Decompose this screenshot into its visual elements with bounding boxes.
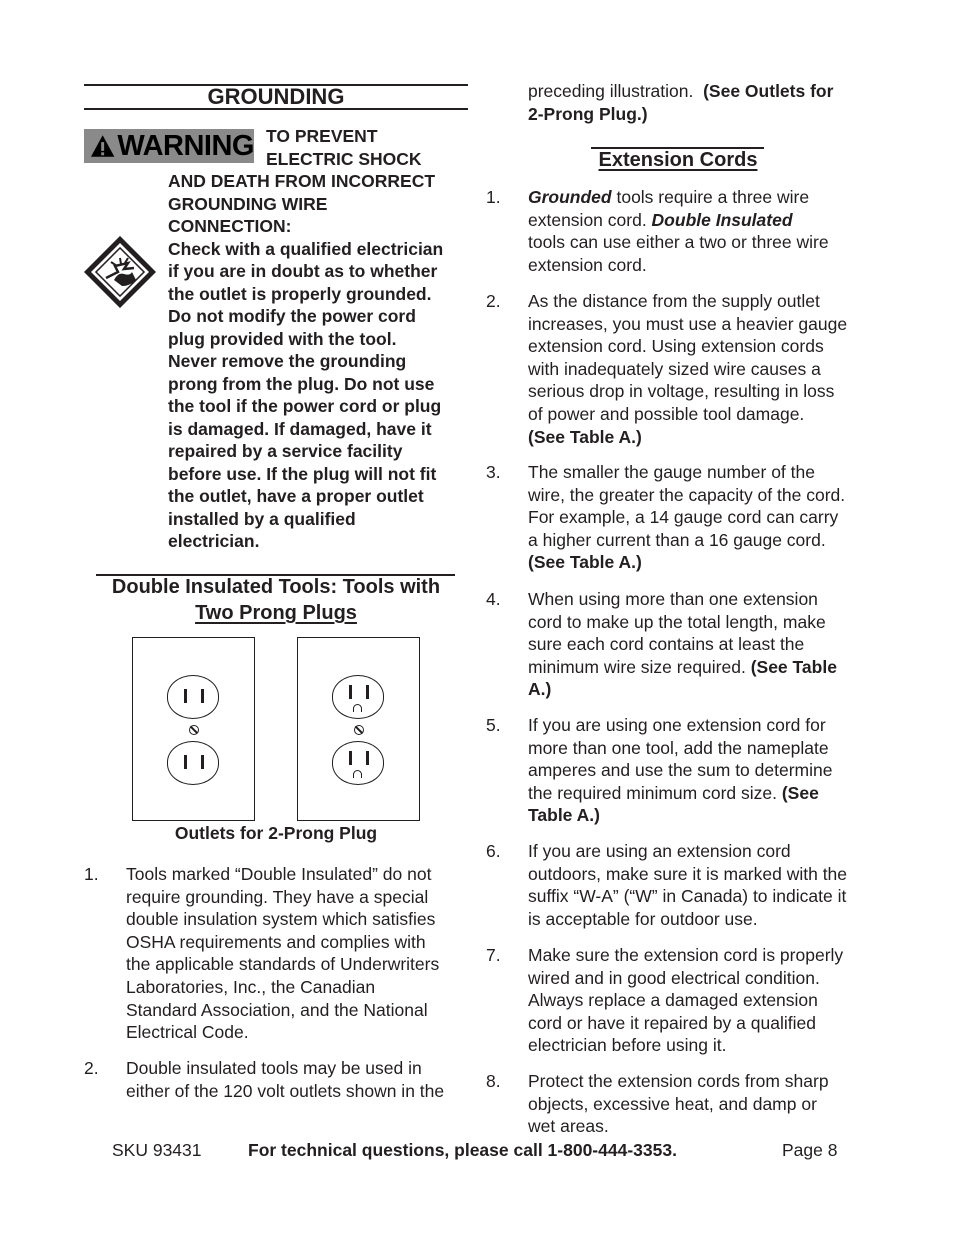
double-insulated-title-line1: Double Insulated Tools: Tools with [111, 576, 441, 598]
item-number: 2. [486, 291, 501, 311]
item-text: a higher current than a 16 gauge cord. [528, 529, 826, 550]
item-body [528, 714, 832, 827]
ground-hole [353, 770, 362, 778]
item-text: electrician before using it. [528, 1035, 727, 1056]
item-text: require grounding. They have a special [126, 886, 429, 907]
item-number: 8. [486, 1071, 501, 1091]
warning-body-line: repaired by a service facility [168, 441, 403, 461]
item-text: the required minimum cord size. [528, 782, 782, 803]
item-line [126, 999, 439, 1022]
item-text: If you are using an extension cord [528, 841, 791, 861]
item-text: either of the 120 volt outlets shown in the [126, 1080, 445, 1101]
warning-lead-line: TO PREVENT [266, 126, 378, 146]
warning-lead [266, 125, 422, 170]
slot-narrow [201, 689, 204, 703]
double-insulated-title-line2: Two Prong Plugs [195, 602, 357, 624]
see-table-reference: (See Table A.) [528, 552, 642, 573]
item-text: outdoors, make sure it is marked with the [528, 863, 848, 884]
item-text: Laboratories, Inc., the Canadian [126, 976, 376, 997]
item-text: Double insulated tools may be used in [126, 1058, 422, 1078]
item-text: wire, the greater the capacity of the cord. [528, 484, 846, 505]
continuation-bold-line: 2-Prong Plug.) [528, 103, 648, 124]
receptacle-bottom [332, 741, 384, 785]
slot-narrow [366, 685, 369, 699]
item-line [528, 484, 845, 507]
slot-narrow [349, 751, 352, 765]
continuation-line [528, 80, 833, 103]
item-text: Tools marked “Double Insulated” do not [126, 864, 432, 884]
item-line [528, 1115, 829, 1138]
item-line [528, 1034, 843, 1057]
item-line [528, 1070, 829, 1093]
warning-body-line: the outlet, have a proper outlet [168, 486, 424, 506]
item-line [126, 886, 439, 909]
footer-technical-questions: For technical questions, please call 1-800-444-3353. [248, 1140, 677, 1160]
item-line: tools can use either a two or three wire [528, 232, 829, 253]
footer-sku: SKU 93431 [112, 1140, 202, 1160]
warning-body-line: electrician. [168, 531, 260, 551]
warning-body-line: installed by a qualified [168, 508, 356, 529]
item-text: Make sure the extension cord is properly [528, 945, 844, 965]
see-table-reference: (See Table A.) [528, 426, 642, 447]
item-text: serious drop in voltage, resulting in loss [528, 381, 835, 402]
receptacle-top [332, 675, 384, 719]
item-number: 1. [486, 187, 501, 207]
item-text: with inadequately sized wire causes a [528, 358, 821, 379]
figure-caption: Outlets for 2-Prong Plug [174, 823, 378, 843]
warning-body-line: is damaged. If damaged, have it [168, 418, 432, 439]
warning-body-line: the tool if the power cord or plug [168, 396, 442, 416]
item-text: Always replace a damaged extension [528, 990, 818, 1011]
item-line [528, 863, 847, 886]
warning-body-line: Check with a qualified electrician [168, 238, 444, 259]
warning-body-line: the outlet is properly grounded. [168, 283, 432, 304]
warning-body-line: CONNECTION: [168, 216, 292, 236]
item-text: is acceptable for outdoor use. [528, 908, 758, 929]
item-text: more than one tool, add the nameplate [528, 737, 829, 758]
warning-body-line: if you are in doubt as to whether [168, 261, 438, 281]
item-number: 5. [486, 715, 501, 735]
item-text: For example, a 14 gauge cord can carry [528, 507, 839, 528]
item-text: of power and possible tool damage. [528, 403, 805, 424]
item-text: tools require a three wire [611, 187, 810, 207]
item-line [528, 782, 832, 805]
item-line [126, 908, 439, 931]
see-table-reference: Table A.) [528, 805, 600, 826]
item-text: If you are using one extension cord for [528, 715, 826, 735]
item-text: Standard Association, and the National [126, 999, 428, 1020]
item-line [528, 186, 829, 209]
item-line [528, 403, 847, 426]
item-line [528, 989, 843, 1012]
item-body [528, 186, 829, 276]
warning-body-line: AND DEATH FROM INCORRECT [168, 171, 436, 191]
warning-triangle-icon [90, 134, 115, 158]
item-line [528, 885, 847, 908]
receptacle-bottom [167, 741, 219, 785]
plate-screw [189, 725, 199, 735]
item-number: 3. [486, 462, 501, 482]
item-number: 7. [486, 945, 501, 965]
outlet-plate-two-prong [132, 637, 255, 821]
item-body [126, 863, 439, 1044]
item-line [528, 1012, 843, 1035]
item-text: wet areas. [528, 1116, 609, 1137]
plate-screw [354, 725, 364, 735]
item-body [528, 944, 843, 1057]
warning-badge [84, 129, 254, 163]
item-line [528, 506, 845, 529]
double-insulated-title [84, 574, 468, 626]
item-body [126, 1057, 444, 1102]
item-line [528, 656, 837, 679]
item-line [126, 1057, 444, 1080]
slot-narrow [184, 755, 187, 769]
item-text: Electrical Code. [126, 1022, 249, 1043]
item-line [528, 759, 832, 782]
item-text: the applicable standards of Underwriters [126, 954, 440, 975]
extension-cords-title: Extension Cords [598, 149, 758, 171]
item-text: suffix “W-A” (“W” in Canada) to indicate it [528, 886, 847, 907]
item-line [528, 633, 837, 656]
item-number: 1. [84, 864, 99, 884]
slot-narrow [366, 751, 369, 765]
item-line [528, 737, 832, 760]
item-number: 6. [486, 841, 501, 861]
double-insulated-term: Double Insulated [651, 209, 793, 230]
see-table-reference: (See [781, 782, 819, 803]
grounded-term: Grounded [528, 187, 612, 207]
item-number: 4. [486, 589, 501, 609]
item-line [528, 611, 837, 634]
slot-narrow [184, 689, 187, 703]
item-body [528, 1070, 829, 1138]
item-body [528, 588, 837, 701]
warning-body-line: GROUNDING WIRE [168, 193, 328, 214]
item-line [126, 976, 439, 999]
item-line [126, 863, 439, 886]
item-text: increases, you must use a heavier gauge [528, 313, 848, 334]
continuation-text [528, 80, 833, 125]
item-text: wired and in good electrical condition. [528, 967, 820, 988]
item-line [126, 953, 439, 976]
item-text: Protect the extension cords from sharp [528, 1071, 829, 1091]
item-line [528, 1093, 829, 1116]
item-line [528, 380, 847, 403]
grounding-bottom-rule [84, 108, 468, 110]
item-text: The smaller the gauge number of the [528, 462, 815, 482]
footer-page-number: Page 8 [782, 1140, 838, 1160]
grounding-title: GROUNDING [207, 84, 345, 109]
item-line [528, 944, 843, 967]
item-text: double insulation system which satisfies [126, 909, 436, 930]
outlet-plate-grounded [297, 637, 420, 821]
item-line [528, 840, 847, 863]
receptacle-top [167, 675, 219, 719]
item-line [528, 335, 847, 358]
warning-body-line: Never remove the grounding [168, 351, 407, 371]
ground-hole [353, 704, 362, 712]
item-line [528, 967, 843, 990]
item-line [528, 529, 845, 552]
item-line [528, 290, 847, 313]
item-body [528, 840, 847, 930]
item-text: As the distance from the supply outlet [528, 291, 820, 311]
warning-body [168, 170, 443, 553]
item-text: extension cord. [528, 209, 652, 230]
warning-body-line: prong from the plug. Do not use [168, 373, 435, 394]
warning-body-line: Do not modify the power cord [168, 306, 416, 326]
see-table-reference: (See Table [750, 656, 837, 677]
item-text: When using more than one extension [528, 589, 818, 609]
item-text: objects, excessive heat, and damp or [528, 1093, 817, 1114]
see-table-reference: A.) [528, 679, 552, 700]
item-line [528, 209, 829, 232]
item-line [126, 1080, 444, 1103]
warning-body-line: plug provided with the tool. [168, 328, 397, 349]
continuation-bold: (See Outlets for [703, 81, 834, 101]
item-text: OSHA requirements and complies with [126, 931, 426, 952]
item-body [528, 461, 845, 574]
item-text: minimum wire size required. [528, 656, 751, 677]
item-text: sure each cord contains at least the [528, 634, 805, 655]
slot-narrow [349, 685, 352, 699]
item-line: extension cord. [528, 254, 647, 275]
item-text: extension cord. Using extension cords [528, 336, 824, 357]
item-number: 2. [84, 1058, 99, 1078]
electric-shock-hazard-icon [84, 236, 156, 308]
item-text: cord to make up the total length, make [528, 611, 826, 632]
continuation-plain: preceding illustration. [528, 81, 694, 101]
item-text: amperes and use the sum to determine [528, 760, 833, 781]
item-line [528, 588, 837, 611]
item-line [528, 714, 832, 737]
item-line [126, 1021, 439, 1044]
item-text: cord or have it repaired by a qualified [528, 1012, 816, 1033]
warning-body-line: before use. If the plug will not fit [168, 463, 437, 484]
slot-narrow [201, 755, 204, 769]
item-line [528, 313, 847, 336]
item-line [528, 461, 845, 484]
warning-lead-line: ELECTRIC SHOCK [266, 148, 422, 169]
item-line [528, 358, 847, 381]
item-body [528, 290, 847, 448]
item-line [126, 931, 439, 954]
warning-label: WARNING [117, 130, 254, 162]
item-line [528, 908, 847, 931]
